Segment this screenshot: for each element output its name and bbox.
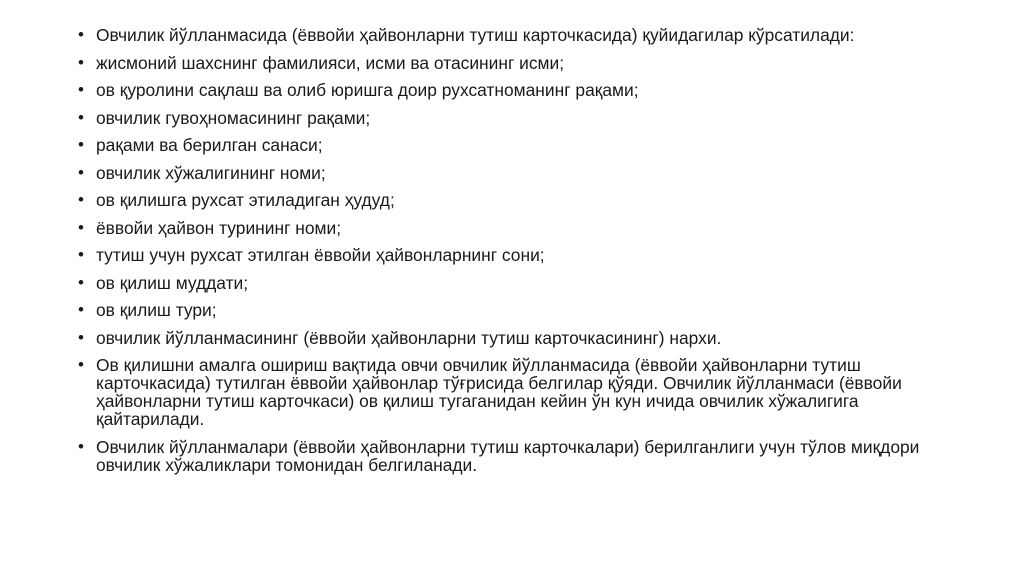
list-item-text: овчилик хўжалигининг номи; — [96, 162, 326, 183]
bullet-icon: • — [78, 162, 84, 182]
bullet-icon: • — [78, 327, 84, 347]
list-item — [78, 274, 968, 292]
list-item — [78, 438, 968, 474]
bullet-icon: • — [78, 80, 84, 99]
list-item — [78, 246, 968, 264]
list-item — [78, 109, 968, 127]
bullet-icon: • — [78, 245, 84, 264]
list-item — [78, 164, 968, 182]
bullet-icon: • — [78, 436, 84, 456]
list-item-text: Овчилик йўлланмалари (ёввойи ҳайвонларни тутиш карточкалари) берилганлиги учун тўлов миқдори овчилик хўжаликлари томонидан белгиланади. — [96, 436, 920, 475]
bullet-icon: • — [78, 107, 84, 127]
list-item-text: ов қилишга рухсат этиладиган ҳудуд; — [96, 190, 395, 210]
bullet-icon: • — [78, 190, 84, 209]
list-item-text: тутиш учун рухсат этилган ёввойи ҳайвонларнинг сони; — [96, 245, 545, 265]
list-item — [78, 81, 968, 99]
list-item — [78, 136, 968, 154]
list-item — [78, 219, 968, 237]
bullet-icon: • — [78, 272, 84, 292]
list-item — [78, 301, 968, 319]
list-item-text: рақами ва берилган санаси; — [96, 135, 323, 155]
list-item — [78, 26, 968, 44]
list-item-text: Овчилик йўлланмасида (ёввойи ҳайвонларни тутиш карточкасида) қуйидагилар кўрсатилади: — [96, 25, 855, 45]
list-item-text: ов қилиш тури; — [96, 300, 217, 320]
list-item-text: ов қилиш муддати; — [96, 272, 249, 293]
bullet-icon: • — [78, 25, 84, 44]
bullet-icon: • — [78, 135, 84, 154]
bullet-list — [78, 26, 968, 483]
list-item — [78, 191, 968, 209]
list-item-text: овчилик гувоҳномасининг рақами; — [96, 107, 371, 128]
list-item-text: ов қуролини сақлаш ва олиб юришга доир рухсатноманинг рақами; — [96, 80, 639, 100]
bullet-icon: • — [78, 52, 84, 72]
list-item-text: овчилик йўлланмасининг (ёввойи ҳайвонларни тутиш карточкасининг) нархи. — [96, 327, 722, 348]
bullet-icon: • — [78, 217, 84, 237]
bullet-icon: • — [78, 300, 84, 319]
list-item-text: ёввойи ҳайвон турининг номи; — [96, 217, 342, 238]
list-item — [78, 356, 968, 428]
list-item — [78, 54, 968, 72]
list-item — [78, 329, 968, 347]
list-item-text: жисмоний шахснинг фамилияси, исми ва отасининг исми; — [96, 52, 565, 73]
bullet-icon: • — [78, 355, 84, 374]
list-item-text: Ов қилишни амалга ошириш вақтида овчи овчилик йўлланмасида (ёввойи ҳайвонларни тутиш карточкасида) тутилган ёввойи ҳайвонлар тўғрисида белгилар қўяди. Овчилик йўлланмаси (ёввойи ҳайвонларни тутиш карточкаси) ов қилиш тугаганидан кейин ўн кун ичида овчилик хўжалигига қайтарилади. — [96, 355, 902, 429]
